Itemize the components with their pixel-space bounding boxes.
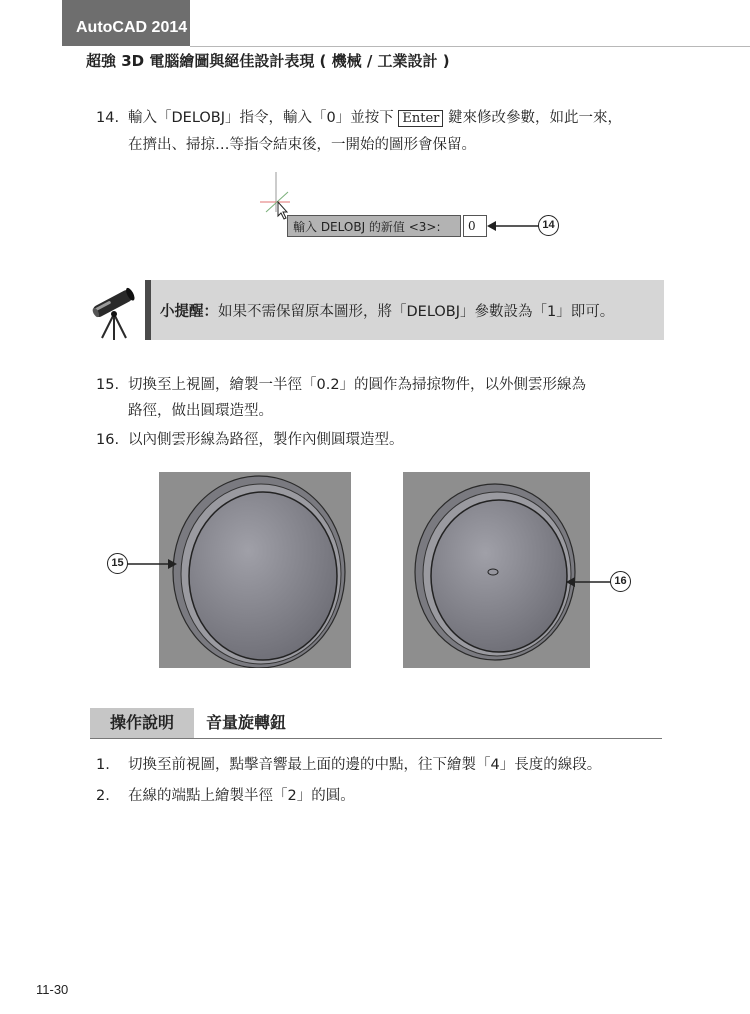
step-16 (96, 427, 696, 453)
step-text (128, 105, 696, 158)
section-divider (90, 738, 662, 739)
step-text-part: 輸入「DELOBJ」指令，輸入「0」並按下 (128, 110, 399, 126)
tip-text (160, 300, 614, 321)
step-text: 以內側雲形線為路徑，製作內側圓環造型。 (128, 432, 404, 448)
step-number: 14. (96, 110, 120, 126)
book-title: 超強 3D 電腦繪圖與絕佳設計表現 ( 機械 / 工業設計 ) (86, 52, 450, 70)
enter-key-label: Enter (398, 110, 443, 127)
step-number: 16. (96, 432, 120, 448)
tip-accent-bar (145, 280, 151, 340)
callout-badge-15: 15 (107, 553, 128, 574)
callout-arrow-16 (566, 576, 612, 588)
page-number: 11-30 (36, 982, 69, 997)
render-inner-ring (403, 472, 590, 668)
telescope-icon (86, 280, 142, 342)
step-text-part: 鍵來修改參數，如此一來， (443, 110, 622, 126)
section-label: 操作說明 (90, 708, 194, 738)
step-14 (96, 105, 696, 157)
step-text (128, 372, 696, 424)
step-1 (96, 752, 696, 778)
step-number: 2. (96, 788, 110, 804)
callout-badge-16: 16 (610, 571, 631, 592)
section-title: 音量旋轉鈕 (206, 713, 287, 732)
step-text-line2: 在擠出、掃掠…等指令結束後，一開始的圖形會保留。 (128, 137, 476, 153)
tip-body: 如果不需保留原本圖形，將「DELOBJ」參數設為「1」即可。 (218, 304, 615, 320)
step-2 (96, 783, 696, 809)
dynamic-input-prompt: 輸入 DELOBJ 的新值 <3>: (287, 215, 461, 237)
render-outer-ring (159, 472, 351, 668)
tip-label: 小提醒： (160, 304, 218, 320)
step-number: 1. (96, 757, 110, 773)
header-app-tab: AutoCAD 2014 (62, 0, 190, 46)
step-15 (96, 372, 696, 424)
callout-badge-14: 14 (538, 215, 559, 236)
step-number: 15. (96, 377, 120, 393)
callout-arrow-14 (487, 218, 539, 234)
step-text: 切換至前視圖，點擊音響最上面的邊的中點，往下繪製「4」長度的線段。 (128, 757, 602, 773)
step-text: 在線的端點上繪製半徑「2」的圓。 (128, 788, 355, 804)
dynamic-input-field[interactable]: 0 (463, 215, 487, 237)
step-text-line2: 路徑，做出圓環造型。 (128, 403, 273, 419)
step-text-line1: 切換至上視圖，繪製一半徑「0.2」的圓作為掃掠物件，以外側雲形線為 (128, 377, 587, 393)
header-divider (190, 46, 750, 47)
callout-arrow-15 (127, 558, 177, 570)
